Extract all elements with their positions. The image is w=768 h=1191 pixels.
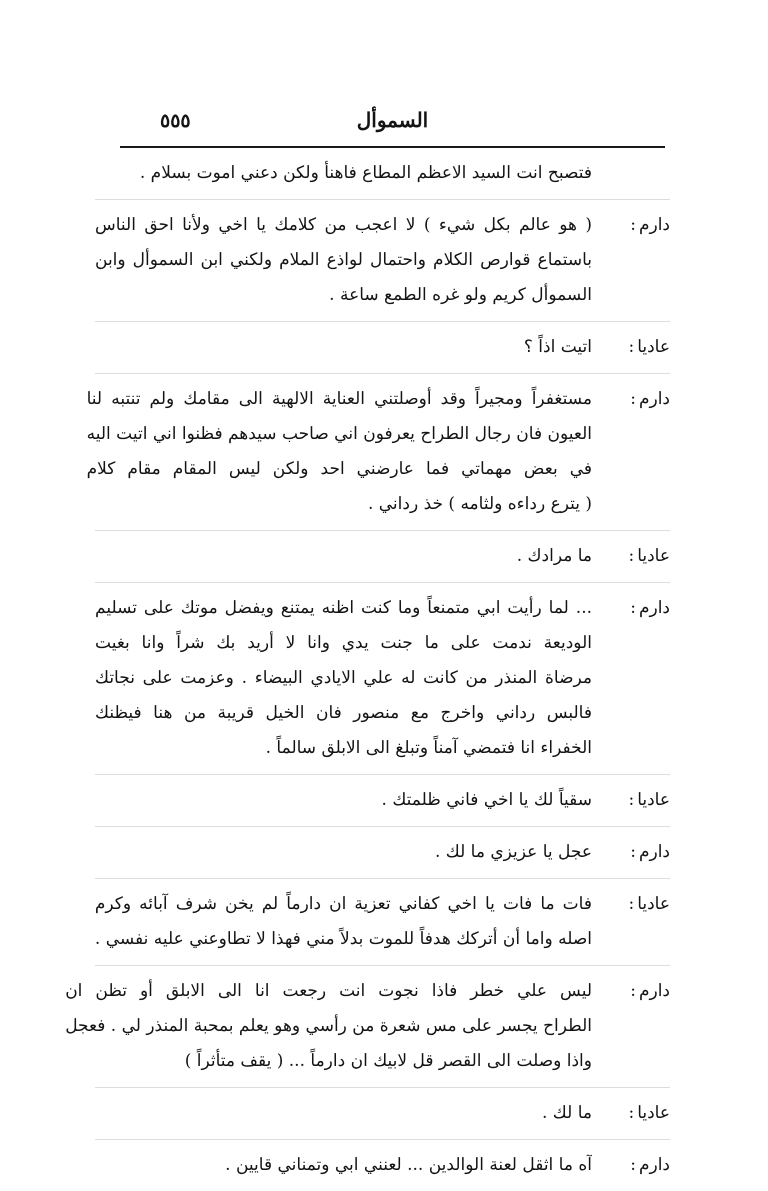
text-line: الطراح يجسر على مس شعرة من رأسي وهو يعلم بمحبة المنذر لي . فعجل [65,1016,592,1036]
speaker-name: دارم [638,981,670,1001]
entry-separator [95,582,670,583]
text-line: ما مرادك . [516,546,592,566]
dialogue-entry [95,208,670,313]
running-title: السموأل [356,108,429,132]
dialogue-entry [95,330,670,365]
text-line: الخفراء انا فتمضي آمناً وتبلغ الى الابلق سالماً . [265,738,592,758]
speaker-label [592,591,670,626]
text-line: ( يترع رداءه ولثامه ) خذ رداني . [367,494,592,514]
text-line: باستماع قوارص الكلام واحتمال لواذع الملام ولكني ابن السموأل وابن [95,250,592,270]
entry-separator [95,530,670,531]
entry-separator [95,826,670,827]
speech-text [95,835,592,870]
dialogue-entry [95,539,670,574]
speech-text [95,1148,592,1183]
header-rule [120,146,665,148]
dialogue-body [65,156,670,1191]
text-line: في بعض مهماتي فما عارضني احد ولكن ليس المقام مقام كلام [86,459,592,479]
speaker-name: عاديا [637,337,670,357]
speaker-colon: : [628,790,635,810]
entry-separator [95,1087,670,1088]
speaker-label [592,1148,670,1183]
speaker-name: دارم [638,215,670,235]
speaker-colon: : [630,1155,636,1175]
dialogue-entry [65,974,670,1079]
dialogue-entry [95,783,670,818]
speaker-name: عاديا [637,790,670,810]
dialogue-entry [95,591,670,766]
text-line: اتيت اذاً ؟ [523,337,592,357]
speaker-label [592,974,670,1009]
entry-separator [95,965,670,966]
page-number: ٥٥٥ [160,110,191,132]
dialogue-entry [95,835,670,870]
speaker-name: عاديا [637,546,670,566]
speech-text [95,887,592,957]
speech-text [65,974,592,1079]
dialogue-entry [95,156,670,191]
speech-text [87,382,592,522]
speaker-label [592,382,670,417]
text-line: واذا وصلت الى القصر قل لابيك ان دارماً ... ( يقف متأثراً ) [184,1051,592,1071]
dialogue-entry [95,887,670,957]
speech-text [95,330,592,365]
speech-text [95,591,592,766]
text-line: فتصبح انت السيد الاعظم المطاع فاهنأ ولكن دعني اموت بسلام . [139,163,592,183]
dialogue-entry [95,1148,670,1183]
text-line: ما لك . [541,1103,592,1123]
speaker-label [592,208,670,243]
text-line: عجل يا عزيزي ما لك . [434,842,592,862]
entry-separator [95,774,670,775]
text-line: ... لما رأيت ابي متمنعاً وما كنت اظنه يمتنع ويفضل موتك على تسليم [95,598,592,618]
entry-separator [95,321,670,322]
speech-text [95,156,592,191]
text-line: الوديعة ندمت على ما جنت يدي وانا لا أريد بك شراً وانا بغيت [95,633,592,653]
speaker-label [592,835,670,870]
speaker-name: دارم [638,389,670,409]
text-line: فالبس رداني واخرج مع منصور فان الخيل قريبة من هنا فيظنك [95,703,592,723]
speaker-label [592,330,670,365]
text-line: آه ما اثقل لعنة الوالدين ... لعنني ابي وتمناني قايين . [225,1155,592,1175]
speaker-label [592,887,670,922]
speaker-colon: : [630,842,636,862]
speaker-name: دارم [638,598,670,618]
text-line: مستغفراً ومجيراً وقد أوصلتني العناية الالهية الى مقامك ولم تنتبه لنا [86,389,592,409]
speaker-colon: : [628,894,635,914]
dialogue-entry [95,1096,670,1131]
entry-separator [95,373,670,374]
page-header [120,108,665,144]
speaker-colon: : [630,981,636,1001]
speaker-colon: : [628,1103,635,1123]
text-line: ( هو عالم بكل شيء ) لا اعجب من كلامك يا اخي ولأنا احق الناس [95,215,592,235]
speaker-name: عاديا [637,1103,670,1123]
speaker-colon: : [630,598,636,618]
text-line: مرضاة المنذر من كانت له علي الايادي البيضاء . وعزمت على نجاتك [95,668,592,688]
text-line: فات ما فات يا اخي كفاني تعزية ان دارماً لم يخن شرف آبائه وكرم [94,894,592,914]
speaker-colon: : [630,389,636,409]
speaker-colon: : [628,546,635,566]
text-line: اصله واما أن أتركك هدفاً للموت بدلاً مني فهذا لا تطاوعني عليه نفسي . [94,929,592,949]
speaker-name: دارم [638,842,670,862]
speaker-label [592,1096,670,1131]
text-line: السموأل كريم ولو غره الطمع ساعة . [329,285,592,305]
speech-text [95,783,592,818]
speaker-label [592,783,670,818]
speaker-name: دارم [638,1155,670,1175]
speaker-colon: : [630,215,636,235]
text-line: ليس علي خطر فاذا نجوت انت رجعت انا الى الابلق أو تظن ان [65,981,592,1001]
entry-separator [95,1139,670,1140]
speech-text [95,1096,592,1131]
entry-separator [95,878,670,879]
speech-text [95,208,592,313]
speaker-colon: : [628,337,635,357]
entry-separator [95,199,670,200]
text-line: العيون فان رجال الطراح يعرفون اني صاحب سيدهم فظنوا اني اتيت اليه [86,424,592,444]
dialogue-entry [86,382,670,522]
speech-text [95,539,592,574]
speaker-label [592,539,670,574]
speaker-name: عاديا [637,894,670,914]
text-line: سقياً لك يا اخي فاني ظلمتك . [381,790,592,810]
